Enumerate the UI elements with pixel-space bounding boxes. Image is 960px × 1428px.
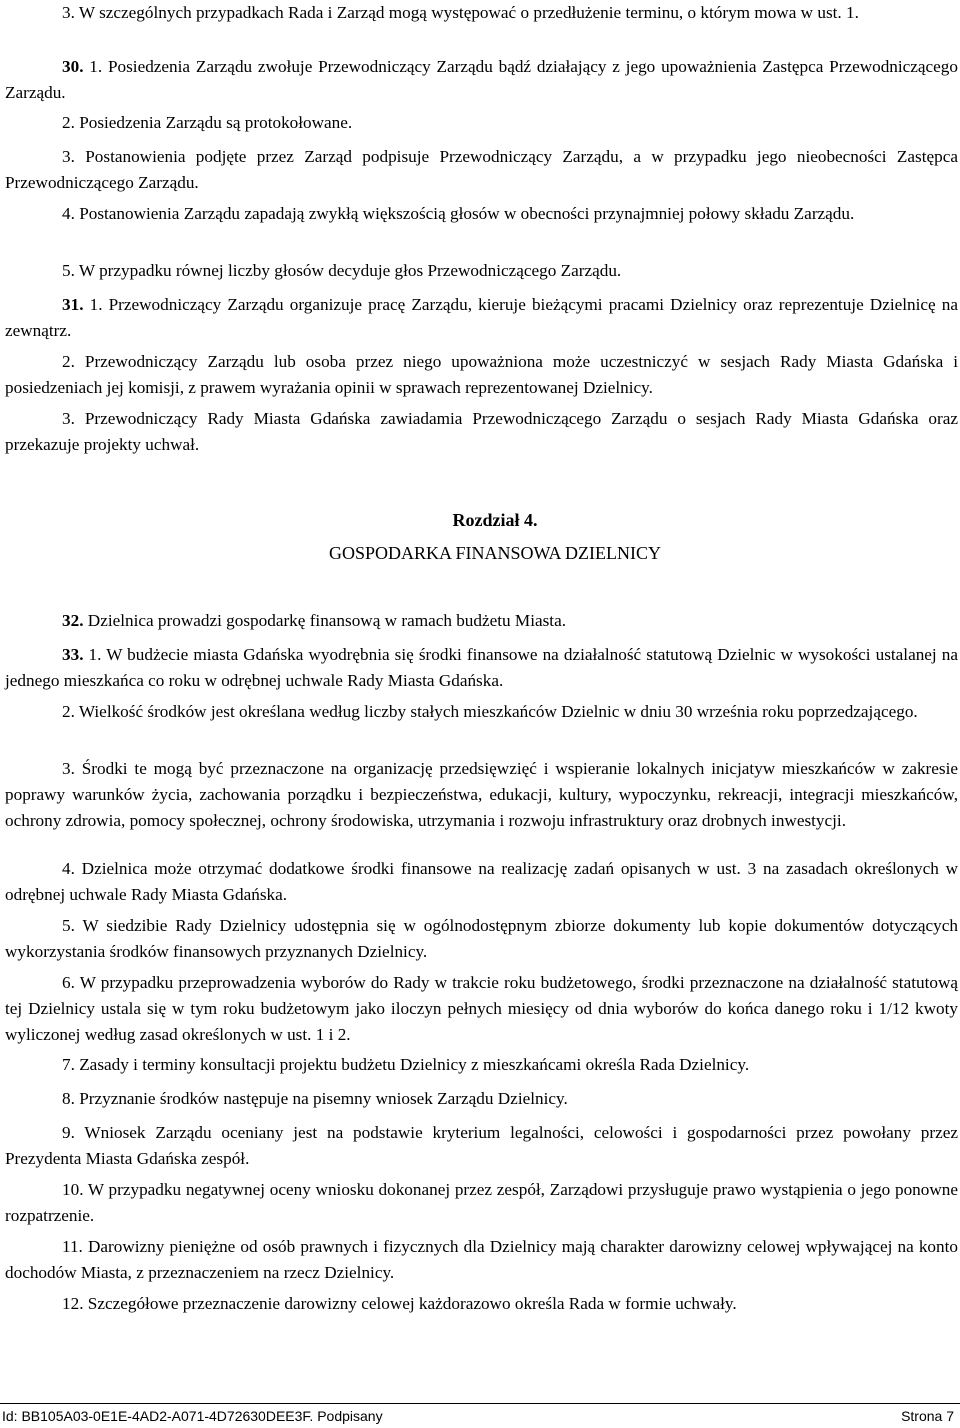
paragraph-30-3: 3. Postanowienia podjęte przez Zarząd podpisuje Przewodniczący Zarządu, a w przypadku jego nieobecności Zastępca Przewodniczącego Zarządu. xyxy=(5,147,958,192)
section-number: 30. xyxy=(62,57,84,76)
chapter-title: GOSPODARKA FINANSOWA DZIELNICY xyxy=(328,543,661,563)
paragraph-33-4: 4. Dzielnica może otrzymać dodatkowe środki finansowe na realizację zadań opisanych w ust. 3 na zasadach określonych w odrębnej uchwale Rady Miasta Gdańska. xyxy=(5,859,958,904)
paragraph-29-3: 3. W szczególnych przypadkach Rada i Zarząd mogą występować o przedłużenie terminu, o którym mowa w ust. 1. xyxy=(62,3,859,22)
paragraph-32: 32. Dzielnica prowadzi gospodarkę finansową w ramach budżetu Miasta. xyxy=(62,611,566,630)
page-number: Strona 7 xyxy=(901,1408,954,1424)
paragraph-33-2: 2. Wielkość środków jest określana według liczby stałych mieszkańców Dzielnic w dniu 30 września roku poprzedzającego. xyxy=(62,702,918,721)
paragraph-33-1: 33. 1. W budżecie miasta Gdańska wyodrębnia się środki finansowe na działalność statutową Dzielnic w wysokości ustalanej na jednego mieszkańca co roku w odrębnej uchwale Rady Miasta Gdańska. xyxy=(5,645,958,690)
paragraph-33-11: 11. Darowizny pieniężne od osób prawnych i fizycznych dla Dzielnicy mają charakter darowizny celowej wpływającej na konto dochodów Miasta, z przeznaczeniem na rzecz Dzielnicy. xyxy=(5,1237,958,1282)
paragraph-31-3: 3. Przewodniczący Rady Miasta Gdańska zawiadamia Przewodniczącego Zarządu o sesjach Rady Miasta Gdańska oraz przekazuje projekty uchwał. xyxy=(5,409,958,454)
section-number: 31. xyxy=(62,295,84,314)
chapter-number: Rozdział 4. xyxy=(452,510,538,530)
paragraph-33-7: 7. Zasady i terminy konsultacji projektu budżetu Dzielnicy z mieszkańcami określa Rada Dzielnicy. xyxy=(62,1055,750,1074)
paragraph-33-12: 12. Szczegółowe przeznaczenie darowizny celowej każdorazowo określa Rada w formie uchwały. xyxy=(62,1294,737,1313)
section-number: 32. xyxy=(62,611,84,630)
paragraph-33-10: 10. W przypadku negatywnej oceny wniosku dokonanej przez zespół, Zarządowi przysługuje prawo wystąpienia o jego ponowne rozpatrzenie. xyxy=(5,1180,958,1225)
paragraph-31-1: 31. 1. Przewodniczący Zarządu organizuje pracę Zarządu, kieruje bieżącymi pracami Dzielnicy oraz reprezentuje Dzielnicę na zewnątrz. xyxy=(5,295,958,340)
paragraph-33-5: 5. W siedzibie Rady Dzielnicy udostępnia się w ogólnodostępnym zbiorze dokumenty lub kopie dokumentów dotyczących wykorzystania środków finansowych przyznanych Dzielnicy. xyxy=(5,916,958,961)
paragraph-30-1: 30. 1. Posiedzenia Zarządu zwołuje Przewodniczący Zarządu bądź działający z jego upoważnienia Zastępca Przewodniczącego Zarządu. xyxy=(5,57,958,102)
document-id: Id: BB105A03-0E1E-4AD2-A071-4D72630DEE3F. Podpisany xyxy=(2,1408,383,1424)
paragraph-30-2: 2. Posiedzenia Zarządu są protokołowane. xyxy=(62,113,353,132)
page-footer xyxy=(0,1405,960,1427)
paragraph-30-5: 5. W przypadku równej liczby głosów decyduje głos Przewodniczącego Zarządu. xyxy=(62,261,622,280)
paragraph-30-4: 4. Postanowienia Zarządu zapadają zwykłą większością głosów w obecności przynajmniej połowy składu Zarządu. xyxy=(62,204,855,223)
paragraph-33-6: 6. W przypadku przeprowadzenia wyborów do Rady w trakcie roku budżetowego, środki przeznaczone na działalność statutową tej Dzielnicy ustala się w tym roku budżetowym jako iloczyn pełnych miesięcy od dnia wyborów do końca danego roku i 1/12 kwoty wyliczonej według zasad określonych w ust. 1 i 2. xyxy=(5,973,958,1044)
section-number: 33. xyxy=(62,645,84,664)
paragraph-31-2: 2. Przewodniczący Zarządu lub osoba przez niego upoważniona może uczestniczyć w sesjach Rady Miasta Gdańska i posiedzeniach jej komisji, z prawem wyrażania opinii w sprawach reprezentowanej Dzielnicy. xyxy=(5,352,958,397)
paragraph-33-3: 3. Środki te mogą być przeznaczone na organizację przedsięwzięć i wspieranie lokalnych inicjatyw mieszkańców w zakresie poprawy warunków życia, zachowania porządku i bezpieczeństwa, edukacji, kultury, wypoczynku, rekreacji, integracji mieszkańców, ochrony zdrowia, pomocy społecznej, ochrony środowiska, utrzymania i rozwoju infrastruktury oraz drobnych inwestycji. xyxy=(5,759,958,830)
footer-divider xyxy=(0,1403,960,1404)
paragraph-33-8: 8. Przyznanie środków następuje na pisemny wniosek Zarządu Dzielnicy. xyxy=(62,1089,568,1108)
paragraph-33-9: 9. Wniosek Zarządu oceniany jest na podstawie kryterium legalności, celowości i gospodarności przez powołany przez Prezydenta Miasta Gdańska zespół. xyxy=(5,1123,958,1168)
